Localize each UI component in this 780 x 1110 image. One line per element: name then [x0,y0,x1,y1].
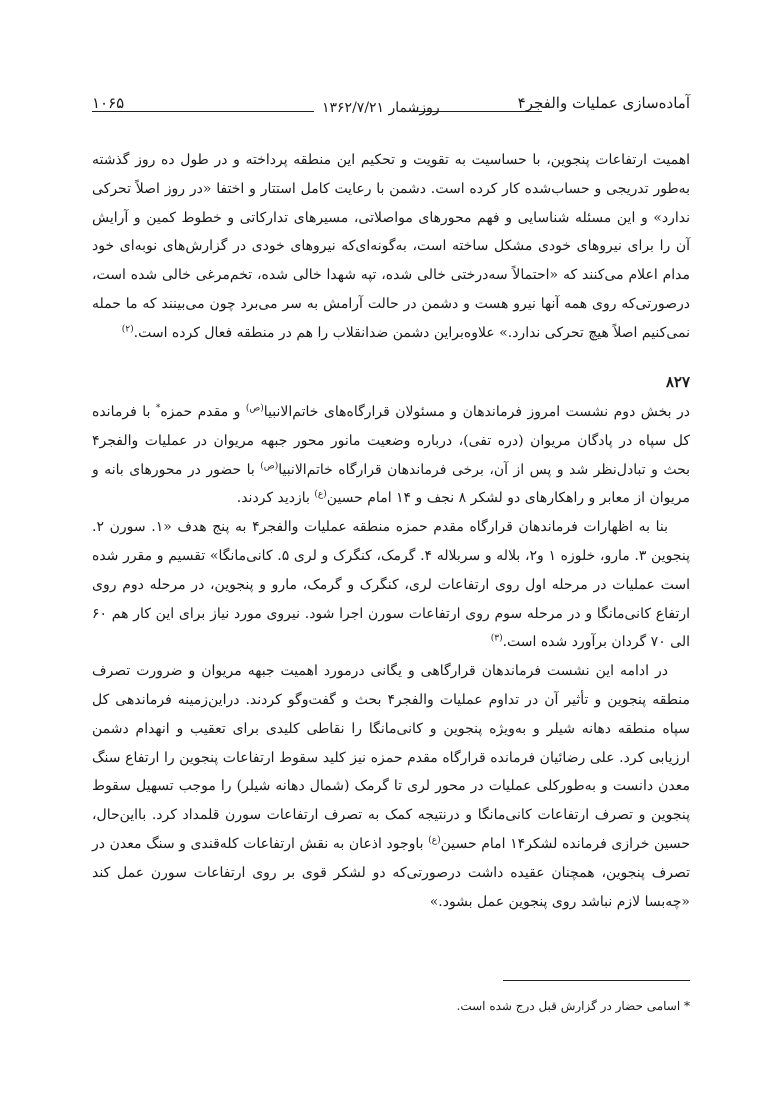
header-rule-left [92,111,314,112]
footnote-separator [503,980,690,981]
paragraph: بنا به اظهارات فرماندهان قرارگاه مقدم حمزه منطقه عملیات والفجر۴ به پنج هدف «۱. سورن ۲. پنجوین ۳. مارو، خلوزه ۱ و۲، بلاله و سربلاله ۴. گرمک، کنگرک و لری ۵. کانی‌مانگا» تقسیم و مقرر شده است عملیات در مرحله اول روی ارتفاعات لری، کنگرک و گرمک، مارو و پنجوین، در مرحله دوم روی ارتفاع کانی‌مانگا و در مرحله سوم روی ارتفاعات سورن اجرا شود. نیروی مورد نیاز برای این کار هم ۶۰ الی ۷۰ گردان برآورد شده است.$^{(۳)}$ [92,519,690,651]
running-header-title: آماده‌سازی عملیات والفجر۴ [517,94,690,112]
entry-number: ۸۲۷ [665,373,690,391]
paragraph: اهمیت ارتفاعات پنجوین، با حساسیت به تقویت و تحکیم این منطقه پرداخته و در طول ده روز گذشته به‌طور تدریجی و حساب‌شده کار کرده است. دشمن با رعایت کامل استتار و اختفا «در روز اصلاً تحرکی ندارد» و این مسئله شناسایی و فهم محورهای مواصلاتی، مسیرهای تدارکاتی و خطوط کمین و آرایش آن را برای نیروهای خودی مشکل ساخته است، به‌گونه‌ای‌که نیروهای خودی در گزارش‌های نوبه‌ای خود مدام اعلام می‌کنند که «احتمالاً سه‌درختی خالی شده، تپه شهدا خالی شده، تخم‌مرغی خالی شده است، درصورتی‌که روی همه آنها نیرو هست و دشمن در حالت آرامش به سر می‌برد چون می‌بینند که ما حمله نمی‌کنیم اصلاً هیچ تحرکی ندارد.» علاوه‌براین دشمن ضدانقلاب را هم در منطقه فعال کرده است.$^{(۲)}$ [92,152,690,341]
paragraph: در بخش دوم نشست امروز فرماندهان و مسئولان قرارگاه‌های خاتم‌الانبیا$^{(ص)}$ و مقدم حمزه* با فرمانده کل سپاه در پادگان مریوان (دره تفی)، درباره وضعیت مانور محور جبهه مریوان در عملیات والفجر۴ بحث و تبادل‌نظر شد و پس از آن، برخی فرماندهان قرارگاه خاتم‌الانبیا$^{(ص)}$ با حضور در محورهای بانه و مریوان از معابر و راهکارهای دو لشکر ۸ نجف و ۱۴ امام حسین$^{(ع)}$ بازدید کردند. [92,403,690,507]
endnote-ref: (۲) [121,324,134,335]
continued-paragraph-block [92,146,690,348]
entry-body [92,398,690,916]
footnote: * اسامی حضار در گزارش قبل درج شده است. [456,999,690,1013]
paragraph: در ادامه این نشست فرماندهان قرارگاهی و یگانی درمورد اهمیت جبهه مریوان و ضرورت تصرف منطقه پنجوین و تأثیر آن در تداوم عملیات والفجر۴ بحث و گفت‌وگو کردند. دراین‌زمینه فرماندهی کل سپاه منطقه دهانه شیلر و به‌ویژه پنجوین و کانی‌مانگا را نقاطی کلیدی برای تعقیب و انهدام دشمن ارزیابی کرد. علی رضائیان فرمانده قرارگاه مقدم حمزه نیز کلید سقوط ارتفاعات پنجوین را ارتفاع سنگ معدن دانست و به‌طورکلی عملیات در محور لری تا گرمک (شمال دهانه شیلر) را موجب تسهیل سقوط پنجوین و تصرف ارتفاعات کانی‌مانگا و درنتیجه کمک به تصرف ارتفاعات سورن قلمداد کرد. بااین‌حال، حسین خرازی فرمانده لشکر۱۴ امام حسین$^{(ع)}$ باوجود اذعان به نقش ارتفاعات کله‌قندی و سنگ معدن در تصرف پنجوین، همچنان عقیده داشت درصورتی‌که دو لشکر قوی بر روی ارتفاعات سورن عمل کند «چه‌بسا لازم نباشد روی پنجوین عمل بشود.» [92,663,691,910]
footnote-marker: * [155,403,161,414]
page-number: ۱۰۶۵ [92,94,125,112]
running-header-date: روزشمار ۱۳۶۲/۷/۲۱ [322,100,440,116]
endnote-ref: (۳) [490,633,503,644]
